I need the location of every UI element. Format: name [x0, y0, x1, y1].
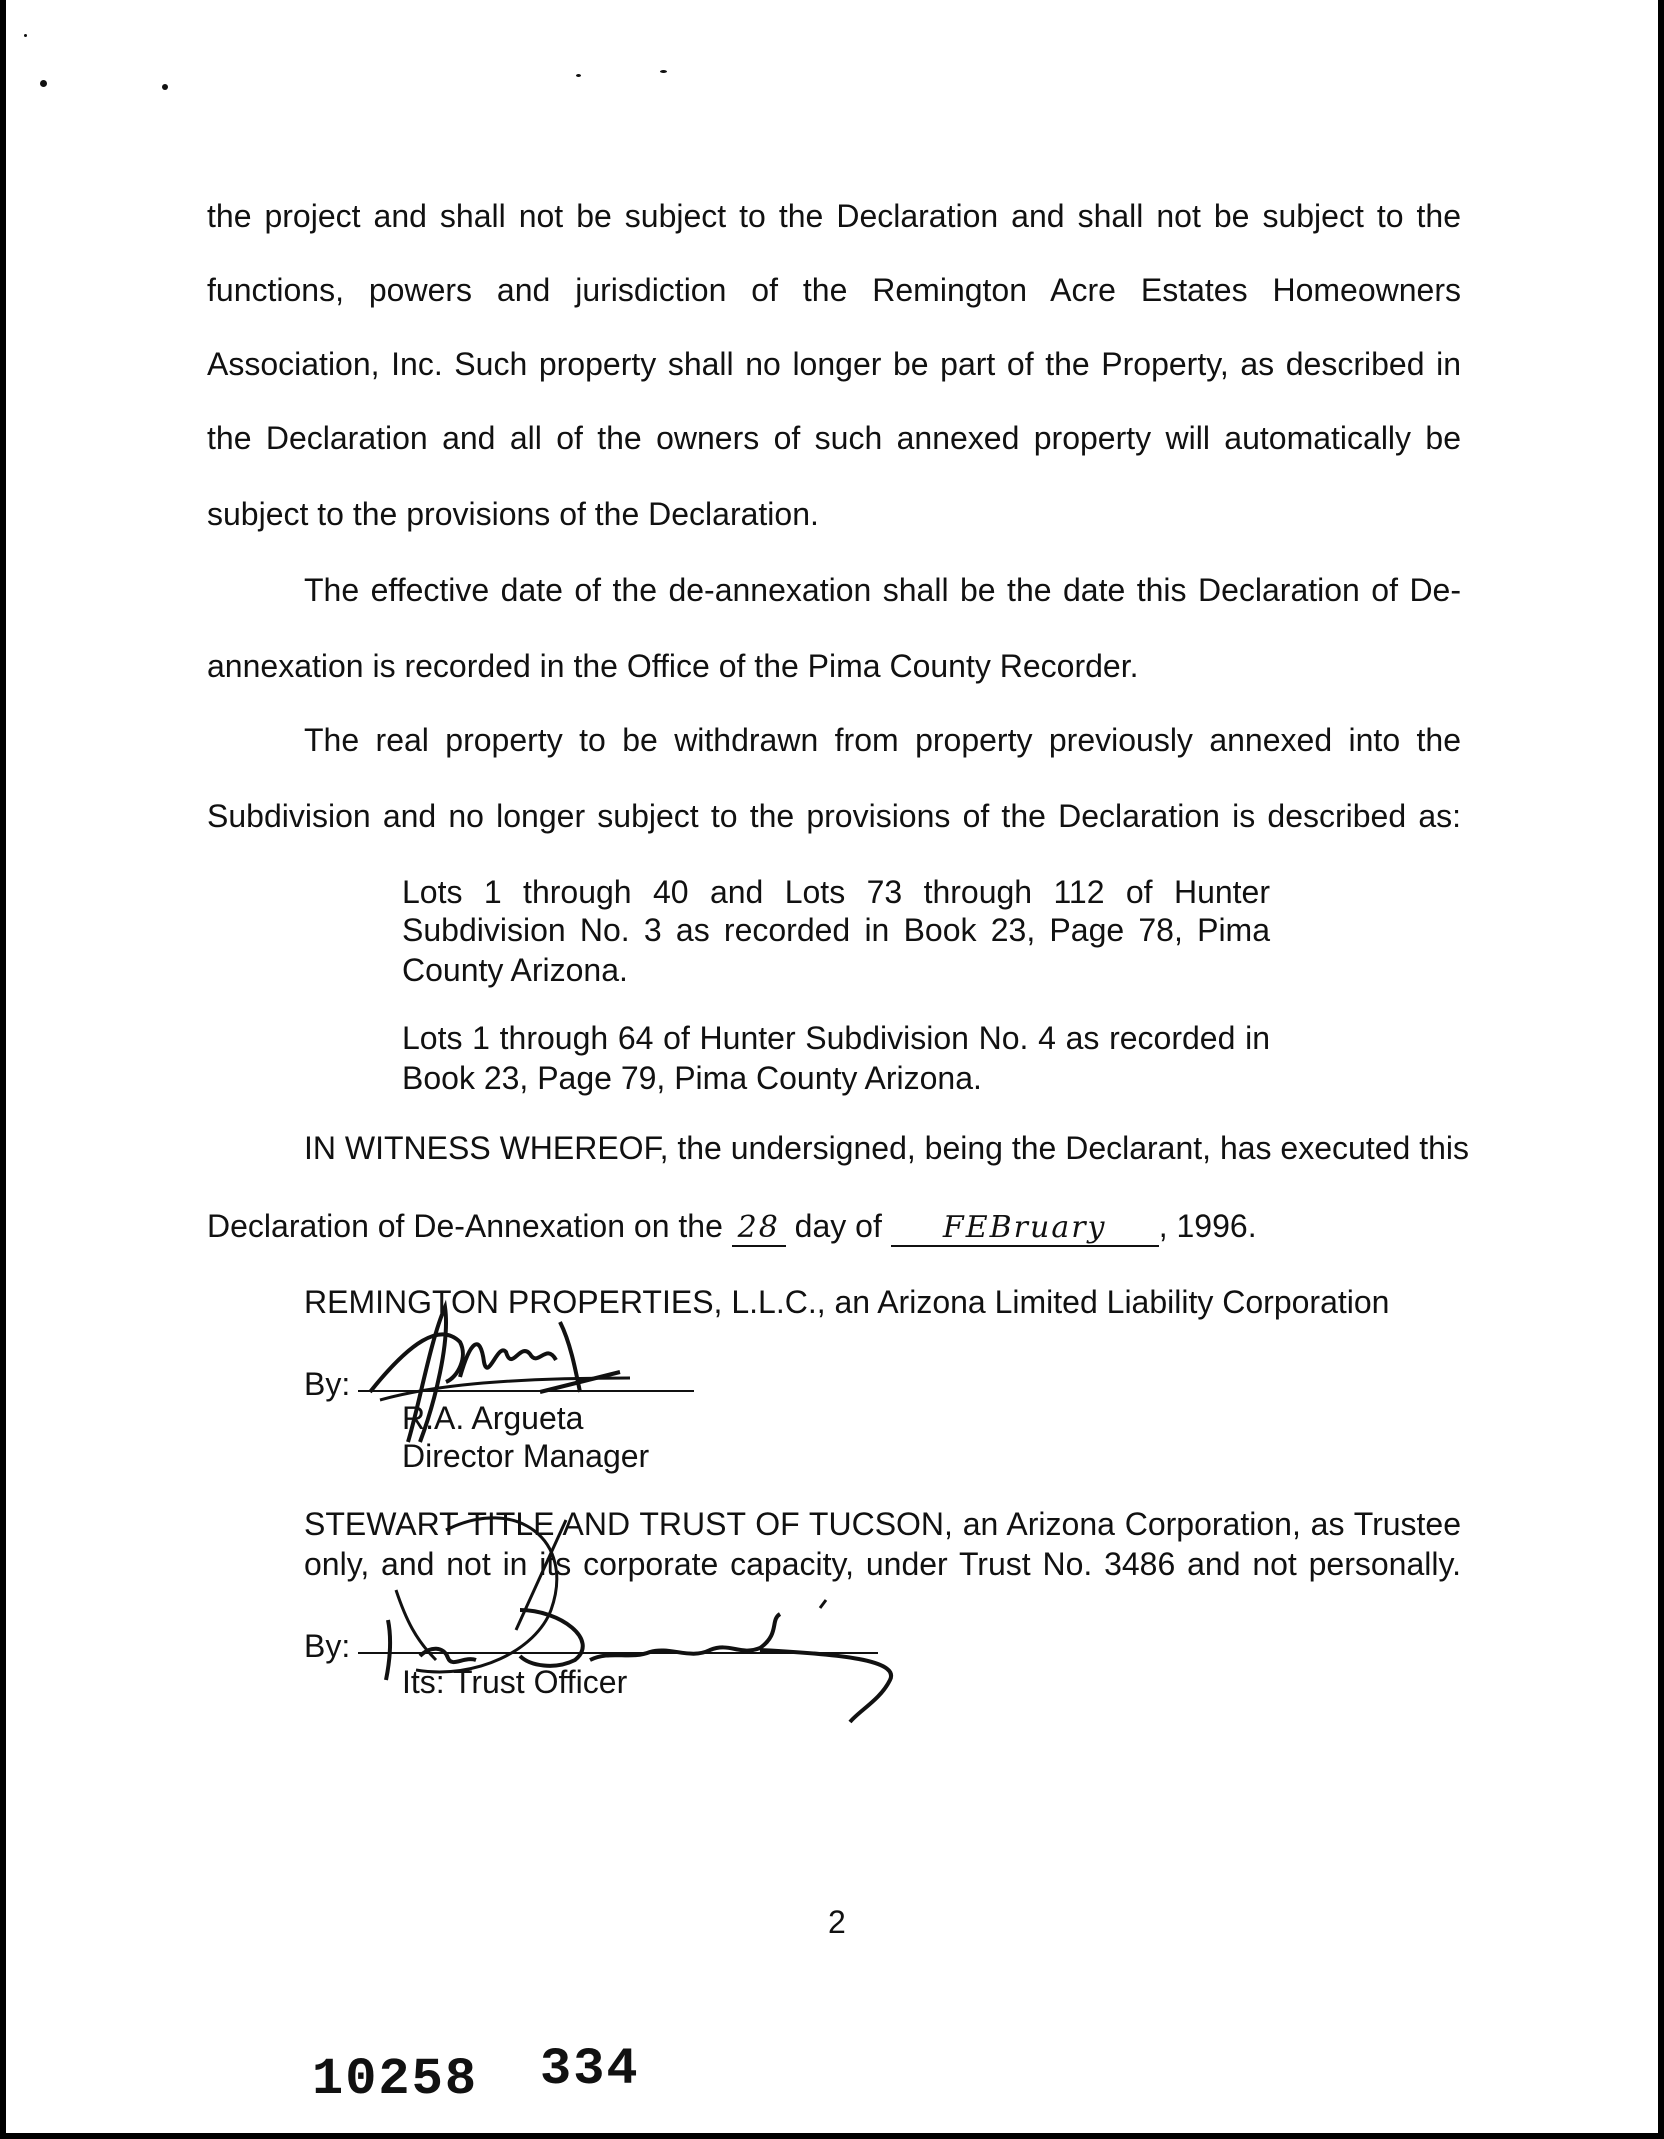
legal-description-line: County Arizona. [402, 952, 628, 988]
legal-description-line: Lots 1 through 40 and Lots 73 through 112 of Hunter [402, 874, 1270, 910]
paragraph-2-line: annexation is recorded in the Office of the Pima County Recorder. [207, 648, 1139, 684]
day-handwritten: 28 [732, 1211, 786, 1247]
legal-description-line: Lots 1 through 64 of Hunter Subdivision No. 4 as recorded in [402, 1020, 1270, 1056]
signatory-1-company: REMINGTON PROPERTIES, L.L.C., an Arizona Limited Liability Corporation [304, 1284, 1390, 1320]
signatory-2-company-line: only, and not in its corporate capacity, under Trust No. 3486 and not personally. [304, 1546, 1461, 1582]
month-handwritten: FEBruary [891, 1211, 1159, 1247]
recording-page-number: 334 [540, 2040, 640, 2099]
scan-border-left [0, 0, 6, 2139]
scan-speck [162, 84, 168, 90]
scan-speck [24, 34, 27, 37]
page-number: 2 [828, 1904, 846, 1940]
signature-trust-officer-icon [360, 1590, 920, 1730]
year-suffix: , 1996. [1158, 1208, 1257, 1244]
paragraph-3-line: Subdivision and no longer subject to the provisions of the Declaration is described as: [207, 798, 1461, 834]
signatory-1-by-label: By: [304, 1366, 351, 1402]
witness-clause: IN WITNESS WHEREOF, the undersigned, being the Declarant, has executed this [304, 1130, 1469, 1166]
scan-speck [40, 80, 47, 87]
scan-border-bottom [0, 2133, 1664, 2139]
paragraph-1-line: Association, Inc. Such property shall no longer be part of the Property, as described in [207, 346, 1461, 382]
execution-date-prefix: Declaration of De-Annexation on the [207, 1208, 723, 1244]
signatory-1-title: Director Manager [402, 1438, 650, 1474]
scan-speck [576, 74, 581, 77]
execution-date-line [207, 1206, 1257, 1247]
legal-description-line: Book 23, Page 79, Pima County Arizona. [402, 1060, 982, 1096]
scan-speck [660, 70, 667, 73]
recording-docket-number: 10258 [312, 2050, 479, 2109]
scan-border-right [1658, 0, 1664, 2139]
paragraph-1-line: functions, powers and jurisdiction of the Remington Acre Estates Homeowners [207, 272, 1461, 308]
signatory-2-company-line: STEWART TITLE AND TRUST OF TUCSON, an Arizona Corporation, as Trustee [304, 1506, 1461, 1542]
signatory-2-title: Its: Trust Officer [402, 1664, 628, 1700]
signatory-1-name: R.A. Argueta [402, 1400, 584, 1436]
legal-description-line: Subdivision No. 3 as recorded in Book 23, Page 78, Pima [402, 912, 1270, 948]
paragraph-3-line: The real property to be withdrawn from property previously annexed into the [304, 722, 1461, 758]
paragraph-1-line: subject to the provisions of the Declaration. [207, 496, 819, 532]
paragraph-2-line: The effective date of the de-annexation shall be the date this Declaration of De- [304, 572, 1461, 608]
paragraph-1-line: the project and shall not be subject to the Declaration and shall not be subject to the [207, 198, 1461, 234]
signatory-2-by-label: By: [304, 1628, 351, 1664]
day-of-label: day of [794, 1208, 882, 1244]
paragraph-1-line: the Declaration and all of the owners of such annexed property will automatically be [207, 420, 1461, 456]
